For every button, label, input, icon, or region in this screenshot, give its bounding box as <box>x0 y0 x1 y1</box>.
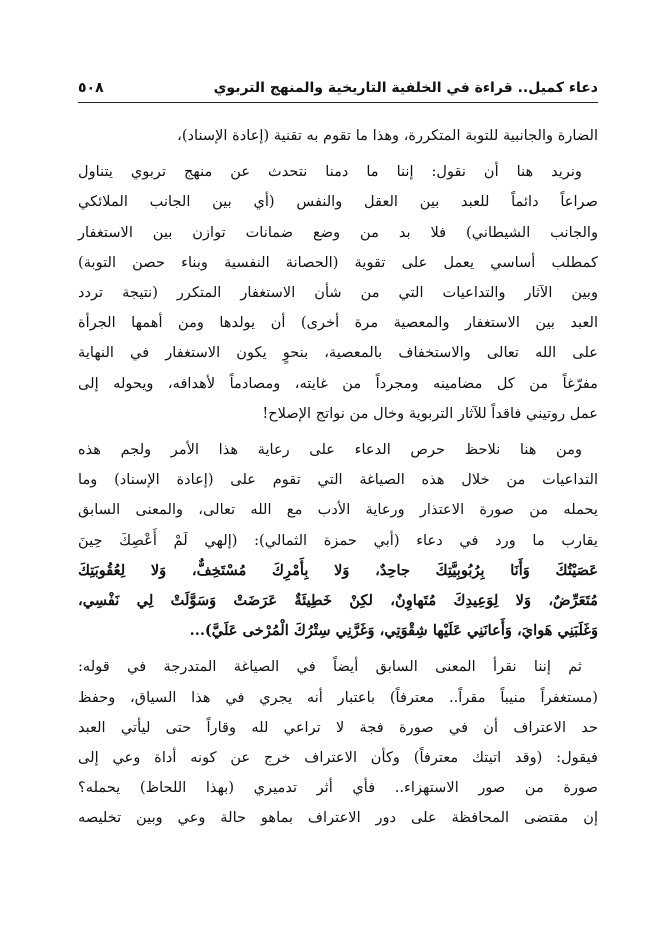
text-line: صورة من صور الاستهزاء.. فأي أثر تدميري (بهذا اللحاظ) يحمله؟ <box>78 779 598 797</box>
text-line: يحمله من صورة الاعتذار ورعاية الأدب مع الله تعالى، والمعنى السابق <box>78 501 598 519</box>
page-header <box>78 68 598 96</box>
text-line: فيقول: (وقد اتيتك معترفاً) وكأن الاعتراف خرج عن كونه أداة وعي إلى <box>78 749 598 767</box>
supplication-quote-line: عَصَيْتُكَ وَأَنَا بِرُبُوبِيَّتِكَ جاحِدٌ، وَلا بِأَمْرِكَ مُسْتَخِفٌّ، وَلا لِعُقُوبَتِكَ <box>78 561 598 579</box>
paragraph-2 <box>78 157 598 429</box>
text-line: وبين الآثار والتداعيات التي من شأن الاستغفار المتكرر (نتيجة تردد <box>78 284 598 302</box>
text-line: كمطلب أساسي يعمل على تقوية (الحصانة النفسية وبناء حصن التوبة) <box>78 253 598 271</box>
text-line: التداعيات من خلال هذه الصياغة التي تقوم على (إعادة الإسناد) وما <box>78 471 598 489</box>
book-page <box>78 68 598 834</box>
supplication-quote-line: مُتَعَرِّضٌ، وَلا لِوَعِيدِكَ مُتَهاوِنٌ، لكِنْ خَطِيئَةٌ عَرَضَتْ وَسَوَّلَتْ لِي نَفْسِي، <box>78 592 598 610</box>
page-number: ٥٠٨ <box>78 80 104 96</box>
paragraph-4 <box>78 652 598 833</box>
text-line: صراعاً دائماً للعبد بين العقل والنفس (أي بين الجانب الملائكي <box>78 193 598 211</box>
page-body <box>78 121 598 834</box>
running-title: دعاء كميل.. قراءة في الخلفية التاريخية والمنهج التربوي <box>213 80 598 96</box>
text-line: ونريد هنا أن نقول: إننا ما دمنا نتحدث عن منهج تربوي يتناول <box>78 163 582 181</box>
text-line: على الله تعالى والاستخفاف بالمعصية، بنحوٍ يكون الاستغفار في النهاية <box>78 344 598 362</box>
text-line: (مستغفراً منيباً مقراً.. معترفاً) باعتبار أنه يجري في هذا السياق، وحفظ <box>78 688 598 706</box>
text-line: العبد بين الاستغفار والمعصية مرة أخرى) أن يولدها ومن أهمها الجرأة <box>78 314 598 332</box>
paragraph-3 <box>78 435 598 646</box>
text-line: حد الاعتراف أن في صورة فجة لا تراعي لله وقاراً حتى ليأتي العبد <box>78 718 598 736</box>
text-line: إن مقتضى المحافظة على دور الاعتراف بماهو حالة وعي وبين تخليصه <box>78 809 598 827</box>
text-line: ثم إننا نقرأ المعنى السابق أيضاً في الصياغة المتدرجة في قوله: <box>78 658 582 676</box>
text-line: عمل روتيني فاقداً للآثار التربوية وخال من نواتج الإصلاح! <box>262 404 598 422</box>
text-line: والجانب الشيطاني) فلا بد من وضع ضمانات توازن بين الاستغفار <box>78 223 598 241</box>
header-rule <box>78 102 598 103</box>
text-line: الضارة والجانبية للتوبة المتكررة، وهذا ما تقوم به تقنية (إعادة الإسناد)، <box>177 127 598 144</box>
text-line: مفرّغاً من كل مضامينه ومجرداً من غايته، ومصادماً لأهدافه، ويحوله إلى <box>78 374 598 392</box>
supplication-quote-line: وَغَلَبَنِي هَوايَ، وَأَعانَنِي عَلَيْها شِقْوَتِي، وَغَرَّنِي سِتْرُكَ الْمُرْخى عَلَيَّ)... <box>189 622 598 640</box>
paragraph-1 <box>78 121 598 151</box>
text-line: يقارب ما ورد في دعاء (أبي حمزة الثمالي): (إلهي لَمْ أَعْصِكَ حِينَ <box>78 531 598 549</box>
text-line: ومن هنا نلاحظ حرص الدعاء على رعاية هذا الأمر ولجم هذه <box>78 441 582 459</box>
